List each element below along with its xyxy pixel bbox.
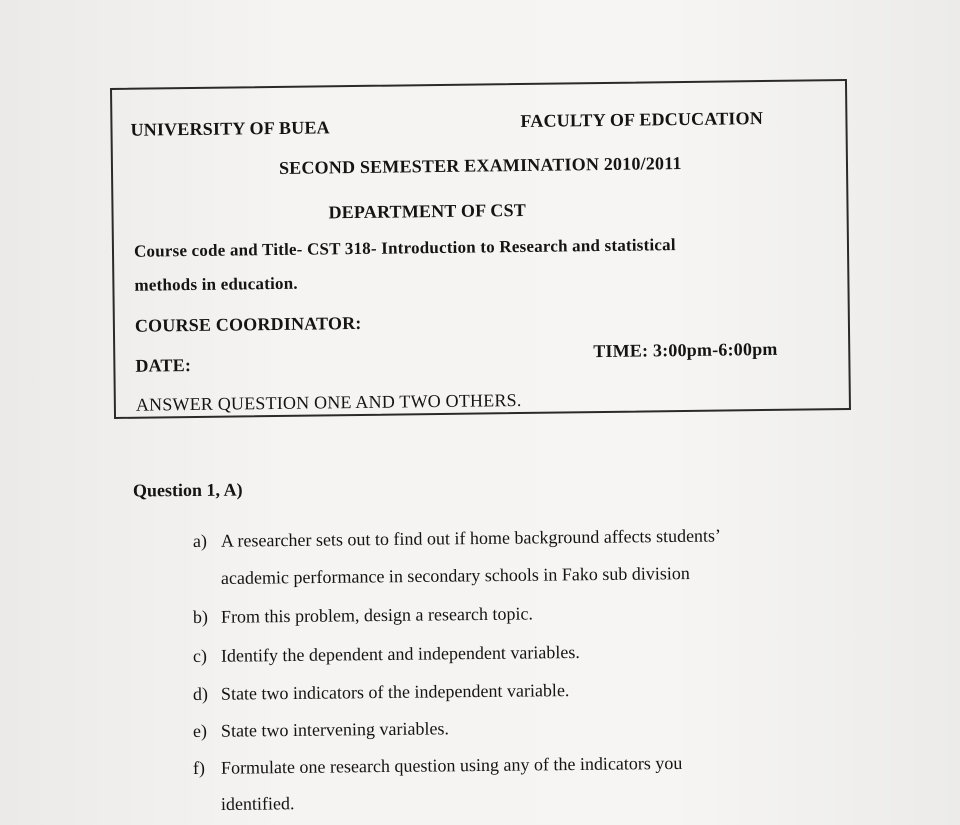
question-item-f bbox=[193, 753, 683, 779]
item-text: State two intervening variables. bbox=[220, 718, 450, 741]
item-text: From this problem, design a research topic. bbox=[220, 603, 534, 627]
course-title-line-1: Course code and Title- CST 318- Introduction to Research and statistical bbox=[133, 235, 676, 261]
item-text: identified. bbox=[220, 793, 295, 814]
department-name: DEPARTMENT OF CST bbox=[328, 199, 527, 223]
course-title-line-2: methods in education. bbox=[134, 273, 298, 295]
item-text: A researcher sets out to find out if home background affects students’ bbox=[220, 525, 722, 551]
date-label: DATE: bbox=[135, 355, 192, 376]
course-coordinator-label: COURSE COORDINATOR: bbox=[134, 312, 362, 336]
university-name: UNIVERSITY OF BUEA bbox=[130, 117, 330, 140]
question-item-a-continued bbox=[221, 563, 690, 589]
item-text: Formulate one research question using any of the indicators you bbox=[220, 752, 683, 778]
item-text: academic performance in secondary schools in Fako sub division bbox=[220, 563, 690, 588]
item-marker: a) bbox=[192, 530, 208, 551]
faculty-name: FACULTY OF EDCUCATION bbox=[520, 108, 764, 131]
exam-instructions: ANSWER QUESTION ONE AND TWO OTHERS. bbox=[135, 389, 522, 415]
item-marker: e) bbox=[192, 720, 208, 741]
exam-title: SECOND SEMESTER EXAMINATION 2010/2011 bbox=[278, 153, 682, 178]
item-text: State two indicators of the independent variable. bbox=[220, 680, 570, 704]
question-1-title: Question 1, A) bbox=[132, 479, 243, 501]
item-text: Identify the dependent and independent variables. bbox=[220, 641, 580, 666]
item-marker: d) bbox=[192, 683, 209, 704]
item-marker: b) bbox=[192, 606, 209, 627]
question-item-c bbox=[193, 642, 580, 667]
exam-time: TIME: 3:00pm-6:00pm bbox=[593, 338, 778, 362]
item-marker: c) bbox=[192, 645, 208, 666]
exam-header-box bbox=[110, 79, 851, 419]
question-item-f-continued bbox=[221, 793, 295, 815]
question-item-e bbox=[193, 718, 449, 742]
question-item-d bbox=[193, 680, 570, 705]
question-item-a bbox=[193, 525, 721, 552]
item-marker: f) bbox=[192, 757, 206, 778]
question-item-b bbox=[193, 603, 533, 628]
